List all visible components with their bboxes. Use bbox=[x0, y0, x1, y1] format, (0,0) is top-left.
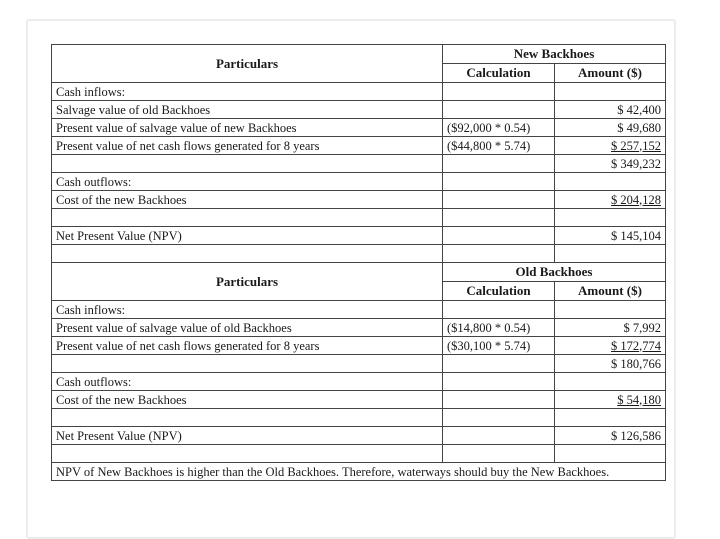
row-label-cell: Present value of salvage value of old Backhoes bbox=[52, 319, 443, 337]
row-label-cell bbox=[52, 209, 443, 227]
table-row bbox=[52, 227, 666, 245]
amount-cell: $ 172,774 bbox=[555, 337, 666, 355]
particulars-header: Particulars bbox=[52, 263, 443, 301]
particulars-header: Particulars bbox=[52, 45, 443, 83]
row-label-cell: Present value of net cash flows generated for 8 years bbox=[52, 137, 443, 155]
row-label-cell: Cost of the new Backhoes bbox=[52, 391, 443, 409]
amount-cell bbox=[555, 373, 666, 391]
conclusion-row bbox=[52, 463, 666, 481]
worksheet-card bbox=[26, 19, 676, 539]
row-label-cell: Salvage value of old Backhoes bbox=[52, 101, 443, 119]
amount-cell: $ 204,128 bbox=[555, 191, 666, 209]
section-header-row bbox=[52, 45, 666, 64]
table-row bbox=[52, 373, 666, 391]
amount-cell bbox=[555, 245, 666, 263]
calculation-cell bbox=[443, 373, 555, 391]
table-row bbox=[52, 137, 666, 155]
calculation-cell bbox=[443, 191, 555, 209]
table-row bbox=[52, 427, 666, 445]
calculation-cell: ($44,800 * 5.74) bbox=[443, 137, 555, 155]
amount-cell: $ 54,180 bbox=[555, 391, 666, 409]
row-label-cell bbox=[52, 355, 443, 373]
row-label-cell bbox=[52, 245, 443, 263]
calculation-cell: ($14,800 * 0.54) bbox=[443, 319, 555, 337]
calculation-cell bbox=[443, 445, 555, 463]
conclusion-note: NPV of New Backhoes is higher than the Old Backhoes. Therefore, waterways should buy the New Backhoes. bbox=[52, 463, 666, 481]
section-header-row bbox=[52, 263, 666, 282]
amount-cell: $ 349,232 bbox=[555, 155, 666, 173]
calculation-header: Calculation bbox=[443, 282, 555, 301]
amount-cell bbox=[555, 209, 666, 227]
amount-cell: $ 126,586 bbox=[555, 427, 666, 445]
row-label-cell: Net Present Value (NPV) bbox=[52, 227, 443, 245]
calculation-cell bbox=[443, 427, 555, 445]
amount-cell: $ 145,104 bbox=[555, 227, 666, 245]
table-row bbox=[52, 301, 666, 319]
amount-cell: $ 257,152 bbox=[555, 137, 666, 155]
row-label-cell: Net Present Value (NPV) bbox=[52, 427, 443, 445]
amount-cell bbox=[555, 445, 666, 463]
group-header: New Backhoes bbox=[443, 45, 666, 64]
table-row bbox=[52, 355, 666, 373]
amount-cell: $ 180,766 bbox=[555, 355, 666, 373]
calculation-cell: ($92,000 * 0.54) bbox=[443, 119, 555, 137]
calculation-cell bbox=[443, 245, 555, 263]
amount-cell bbox=[555, 83, 666, 101]
amount-header: Amount ($) bbox=[555, 64, 666, 83]
calculation-cell: ($30,100 * 5.74) bbox=[443, 337, 555, 355]
amount-cell bbox=[555, 301, 666, 319]
row-label-cell: Present value of net cash flows generated for 8 years bbox=[52, 337, 443, 355]
table-row bbox=[52, 445, 666, 463]
group-header: Old Backhoes bbox=[443, 263, 666, 282]
calculation-cell bbox=[443, 173, 555, 191]
table-row bbox=[52, 119, 666, 137]
row-label-cell: Cash outflows: bbox=[52, 173, 443, 191]
calculation-cell bbox=[443, 391, 555, 409]
table-row bbox=[52, 191, 666, 209]
amount-cell bbox=[555, 409, 666, 427]
calculation-cell bbox=[443, 301, 555, 319]
amount-cell: $ 7,992 bbox=[555, 319, 666, 337]
table-row bbox=[52, 83, 666, 101]
amount-header: Amount ($) bbox=[555, 282, 666, 301]
row-label-cell: Cash inflows: bbox=[52, 83, 443, 101]
calculation-cell bbox=[443, 101, 555, 119]
calculation-header: Calculation bbox=[443, 64, 555, 83]
calculation-cell bbox=[443, 355, 555, 373]
row-label-cell: Cash outflows: bbox=[52, 373, 443, 391]
table-row bbox=[52, 319, 666, 337]
calculation-cell bbox=[443, 209, 555, 227]
calculation-cell bbox=[443, 409, 555, 427]
row-label-cell bbox=[52, 445, 443, 463]
row-label-cell: Cash inflows: bbox=[52, 301, 443, 319]
table-row bbox=[52, 409, 666, 427]
calculation-cell bbox=[443, 155, 555, 173]
calculation-cell bbox=[443, 83, 555, 101]
table-row bbox=[52, 391, 666, 409]
row-label-cell bbox=[52, 155, 443, 173]
table-row bbox=[52, 101, 666, 119]
table-row bbox=[52, 209, 666, 227]
table-row bbox=[52, 173, 666, 191]
amount-cell: $ 42,400 bbox=[555, 101, 666, 119]
table-row bbox=[52, 337, 666, 355]
row-label-cell: Cost of the new Backhoes bbox=[52, 191, 443, 209]
table-row bbox=[52, 245, 666, 263]
amount-cell: $ 49,680 bbox=[555, 119, 666, 137]
calculation-cell bbox=[443, 227, 555, 245]
npv-comparison-table bbox=[51, 44, 666, 481]
row-label-cell bbox=[52, 409, 443, 427]
amount-cell bbox=[555, 173, 666, 191]
table-row bbox=[52, 155, 666, 173]
row-label-cell: Present value of salvage value of new Backhoes bbox=[52, 119, 443, 137]
